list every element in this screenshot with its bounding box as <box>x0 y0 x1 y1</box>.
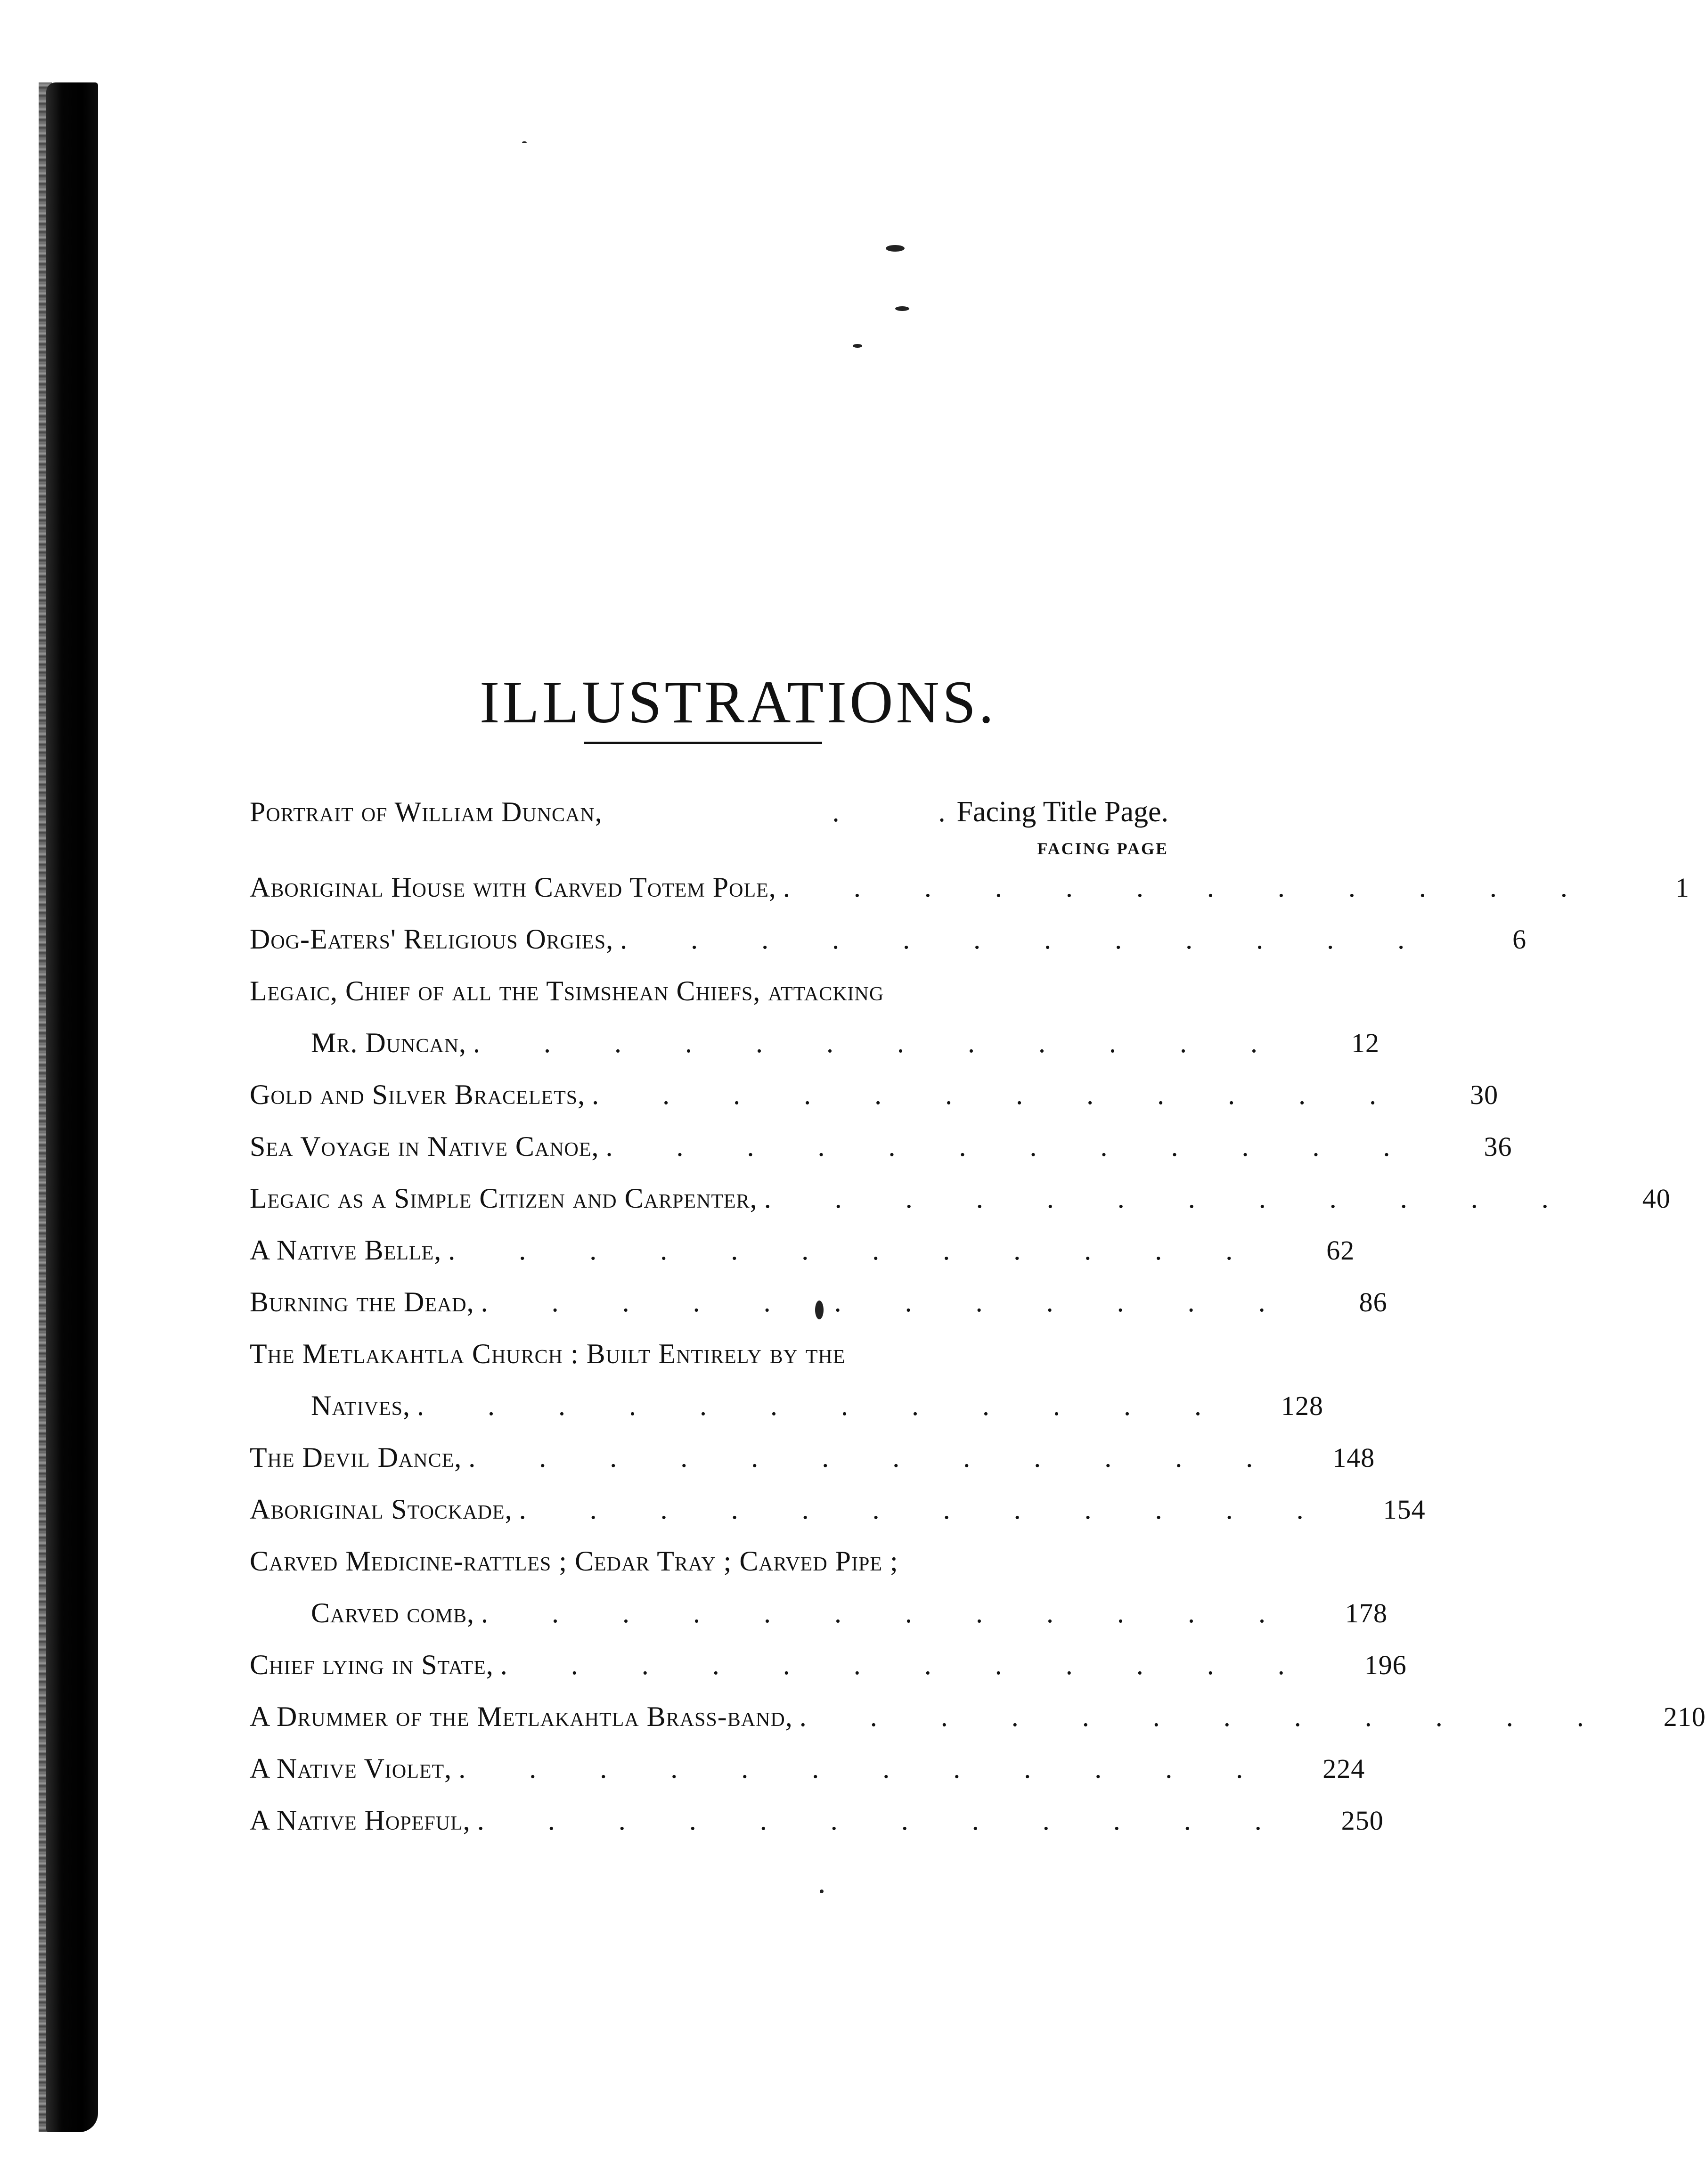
dot-leader: . . . . . . . . . . . . <box>799 1701 1648 1732</box>
entry-label: The Metlakahtla Church : Built Entirely by the <box>250 1338 846 1369</box>
dot-leader: . . . . . . . . . . . . <box>605 1131 1454 1162</box>
entry-page-number: 1 <box>1675 872 1690 903</box>
dot-leader: . . . . . . . . . . . . <box>481 1286 1329 1317</box>
entry-label: Burning the Dead, <box>250 1286 474 1317</box>
entry-label: Sea Voyage in Native Canoe, <box>250 1131 599 1162</box>
illustration-entry <box>250 1172 1671 1224</box>
entry-page-number: 178 <box>1345 1598 1388 1628</box>
entry-line <box>250 965 1168 1017</box>
illustration-entry <box>250 1276 1388 1328</box>
illustration-entry <box>250 1431 1375 1483</box>
facing-page-header: FACING PAGE <box>1037 839 1168 858</box>
dot-leader: . . . . . . . . . . . . <box>592 1079 1440 1110</box>
entry-label: Aboriginal House with Carved Totem Pole, <box>250 872 776 903</box>
entry-line <box>250 1483 1426 1535</box>
entry-line <box>250 1431 1375 1483</box>
entry-label: A Drummer of the Metlakahtla Brass-band, <box>250 1701 793 1732</box>
entry-label: Gold and Silver Bracelets, <box>250 1079 586 1110</box>
entry-label: Dog-Eaters' Religious Orgies, <box>250 924 614 955</box>
entry-page-number: 210 <box>1663 1701 1706 1732</box>
illustration-entry <box>250 913 1527 965</box>
print-speck <box>886 245 905 252</box>
entry-label: Chief lying in State, <box>250 1649 494 1680</box>
entry-label: A Native Belle, <box>250 1235 442 1266</box>
dot-leader: . . . . . . . . . . . . <box>783 872 1631 903</box>
dot-leader: . . . . . . . . . . . . <box>458 1753 1307 1784</box>
illustration-entry <box>250 1069 1499 1121</box>
entry-line <box>250 1639 1407 1691</box>
entry-label: Legaic, Chief of all the Tsimshean Chiefs, attacking <box>250 975 884 1006</box>
dot-leader: . . . . . . . . . . . . <box>481 1597 1330 1628</box>
dot-leader: . . . . . . . . . . . . <box>448 1235 1297 1266</box>
illustration-entry <box>250 1535 1388 1639</box>
entry-page-number: 36 <box>1484 1131 1512 1162</box>
illustration-entry <box>250 1121 1512 1172</box>
entry-label: Mr. Duncan, <box>311 1027 467 1058</box>
entry-location: Facing Title Page. <box>956 796 1168 828</box>
entry-label: Aboriginal Stockade, <box>250 1494 513 1525</box>
entry-page-number: 224 <box>1322 1753 1365 1784</box>
illustration-entry <box>250 965 1380 1069</box>
entry-page-number: 128 <box>1281 1391 1323 1421</box>
entry-label: The Devil Dance, <box>250 1442 462 1473</box>
print-speck <box>853 344 862 348</box>
entry-line <box>250 1380 1323 1431</box>
entry-page-number: 12 <box>1351 1028 1380 1058</box>
entry-line <box>250 913 1527 965</box>
illustration-entry <box>250 1224 1355 1276</box>
entry-line <box>250 1224 1355 1276</box>
illustration-entry <box>250 1328 1323 1431</box>
entry-label: A Native Hopeful, <box>250 1805 471 1836</box>
entry-page-number: 196 <box>1364 1650 1407 1680</box>
illustration-entry <box>250 861 1690 913</box>
frontispiece-entry <box>250 786 1168 838</box>
book-spine-shadow <box>46 82 98 2132</box>
dot-leader: . . <box>832 796 946 827</box>
entry-line <box>250 1121 1512 1172</box>
print-speck <box>820 1890 824 1893</box>
entry-page-number: 30 <box>1470 1080 1499 1110</box>
entry-page-number: 86 <box>1359 1287 1388 1317</box>
dot-leader: . . . . . . . . . . . . <box>500 1649 1348 1680</box>
dot-leader: . . . . . . . . . . . . <box>477 1805 1325 1836</box>
entry-line <box>250 1328 1168 1380</box>
dot-leader: . . . . . . . . . . . . <box>519 1494 1367 1525</box>
illustration-entry <box>250 1639 1407 1691</box>
dot-leader: . . . . . . . . . . . . <box>764 1183 1612 1214</box>
dot-leader: . . . . . . . . . . . . <box>620 924 1469 955</box>
print-speck <box>522 141 527 143</box>
entry-page-number: 6 <box>1512 924 1527 955</box>
entries-container <box>250 861 1706 1846</box>
entry-line <box>250 1535 1168 1587</box>
entry-label: Legaic as a Simple Citizen and Carpenter, <box>250 1183 758 1214</box>
entry-line <box>250 1742 1365 1794</box>
illustration-entry <box>250 1483 1426 1535</box>
dot-leader: . . . . . . . . . . . . <box>473 1027 1322 1058</box>
entry-line <box>250 1172 1671 1224</box>
dot-leader: . . . . . . . . . . . . <box>417 1390 1265 1421</box>
page-title: ILLUSTRATIONS. <box>479 668 997 736</box>
illustrations-list <box>250 786 1706 1846</box>
entry-line <box>250 1587 1388 1639</box>
entry-page-number: 40 <box>1642 1183 1671 1214</box>
entry-label: A Native Violet, <box>250 1753 452 1784</box>
illustration-entry <box>250 1794 1384 1846</box>
illustration-entry <box>250 1691 1706 1742</box>
entry-page-number: 154 <box>1383 1494 1426 1525</box>
entry-label: Carved Medicine-rattles ; Cedar Tray ; Carved Pipe ; <box>250 1546 898 1577</box>
entry-line <box>250 861 1690 913</box>
title-divider <box>584 742 822 744</box>
illustration-entry <box>250 1742 1365 1794</box>
entry-label: Natives, <box>311 1390 410 1421</box>
entry-page-number: 62 <box>1326 1235 1355 1266</box>
dot-leader: . . . . . . . . . . . . <box>468 1442 1317 1473</box>
entry-label: Carved comb, <box>311 1597 475 1628</box>
entry-page-number: 148 <box>1332 1442 1375 1473</box>
entry-line <box>250 1069 1499 1121</box>
entry-line <box>250 1691 1706 1742</box>
entry-page-number: 250 <box>1341 1805 1384 1836</box>
entry-label: Portrait of William Duncan, <box>250 796 603 827</box>
entry-line <box>250 1794 1384 1846</box>
print-speck <box>895 306 909 311</box>
entry-line <box>250 1276 1388 1328</box>
entry-line <box>250 1017 1380 1069</box>
